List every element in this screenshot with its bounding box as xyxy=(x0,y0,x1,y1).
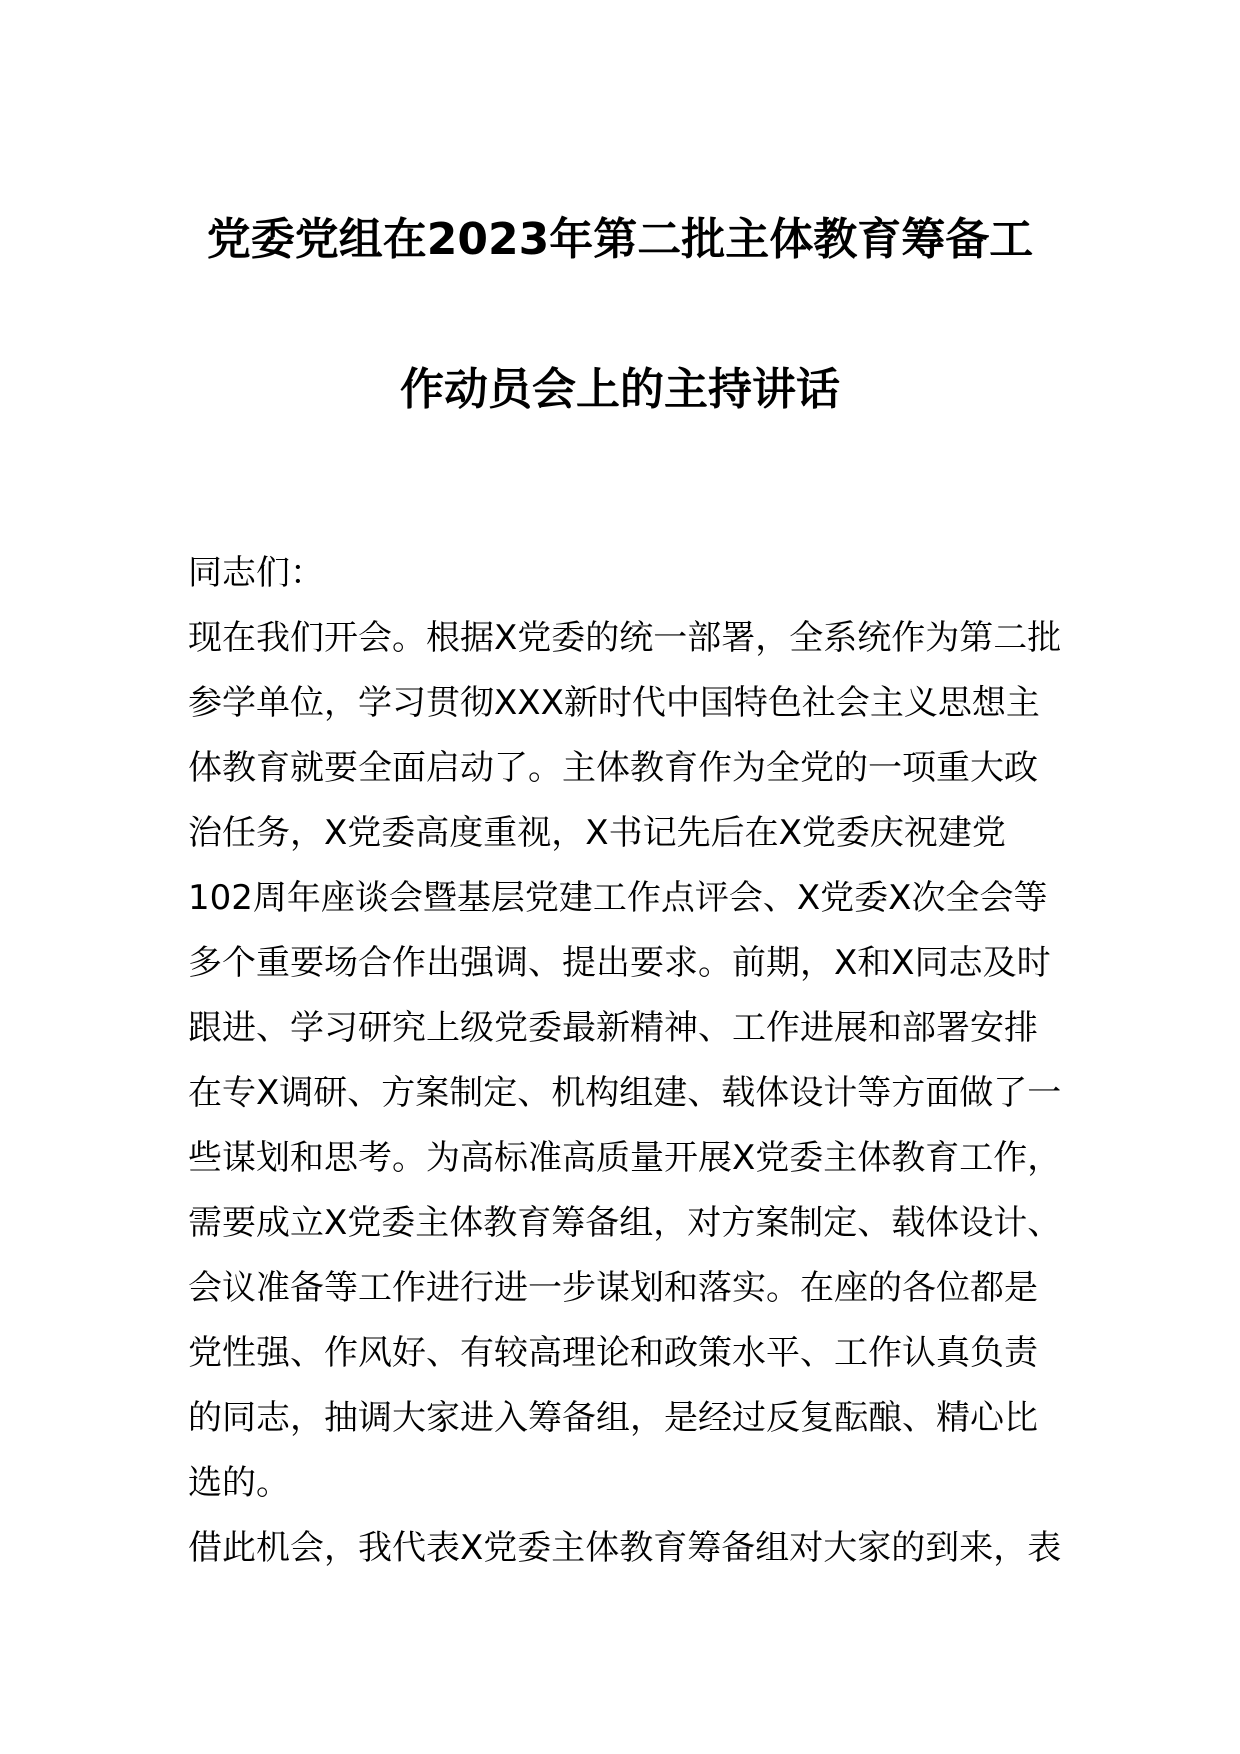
body-line: 需要成立X党委主体教育筹备组，对方案制定、载体设计、 xyxy=(188,1203,1062,1243)
body-line: 现在我们开会。根据X党委的统一部署，全系统作为第二批 xyxy=(188,618,1062,658)
body-line: 些谋划和思考。为高标准高质量开展X党委主体教育工作， xyxy=(188,1138,1062,1178)
document-title-line-2: 作动员会上的主持讲话 xyxy=(400,364,840,415)
body-line: 选的。 xyxy=(188,1463,290,1503)
body-line: 102周年座谈会暨基层党建工作点评会、X党委X次全会等 xyxy=(188,878,1048,918)
body-line: 党性强、作风好、有较高理论和政策水平、工作认真负责 xyxy=(188,1333,1038,1373)
body-line: 多个重要场合作出强调、提出要求。前期，X和X同志及时 xyxy=(188,943,1051,983)
body-line: 跟进、学习研究上级党委最新精神、工作进展和部署安排 xyxy=(188,1008,1038,1048)
body-line: 借此机会，我代表X党委主体教育筹备组对大家的到来，表 xyxy=(188,1528,1062,1568)
body-line: 参学单位，学习贯彻XXX新时代中国特色社会主义思想主 xyxy=(188,683,1040,723)
body-line: 会议准备等工作进行进一步谋划和落实。在座的各位都是 xyxy=(188,1268,1038,1308)
body-line: 的同志，抽调大家进入筹备组，是经过反复酝酿、精心比 xyxy=(188,1398,1038,1438)
body-line: 体教育就要全面启动了。主体教育作为全党的一项重大政 xyxy=(188,748,1038,788)
salutation: 同志们： xyxy=(188,553,324,593)
document-title-line-1: 党委党组在2023年第二批主体教育筹备工 xyxy=(206,214,1034,265)
body-line: 在专X调研、方案制定、机构组建、载体设计等方面做了一 xyxy=(188,1073,1062,1113)
body-line: 治任务，X党委高度重视，X书记先后在X党委庆祝建党 xyxy=(188,813,1006,853)
